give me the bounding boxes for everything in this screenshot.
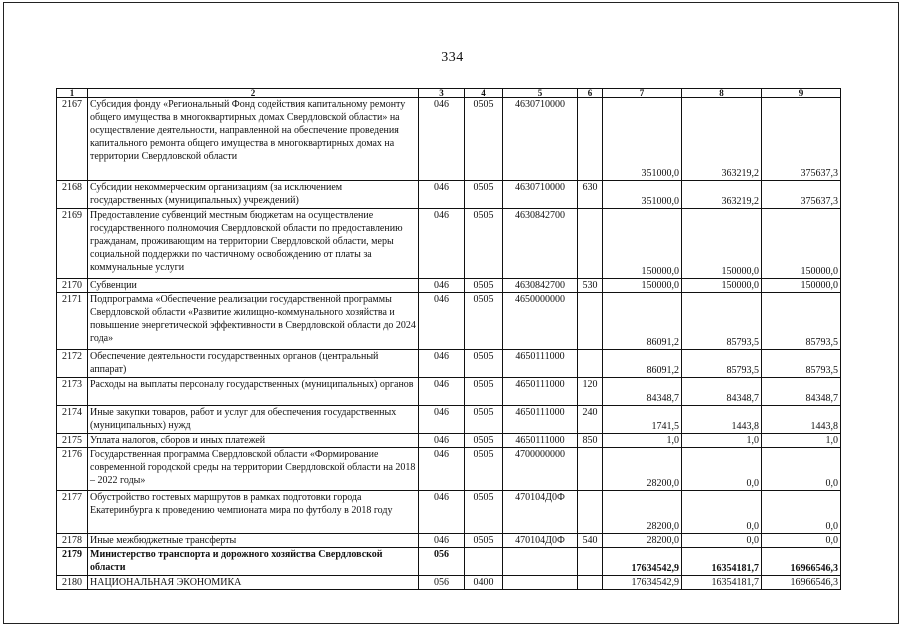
cell-ministry-code: 046 xyxy=(419,534,465,548)
cell-ministry-code: 046 xyxy=(419,181,465,209)
cell-section-code: 0505 xyxy=(465,534,503,548)
row-name: Министерство транспорта и дорожного хозяйства Свердловской области xyxy=(88,548,419,576)
cell-target-code: 4650111000 xyxy=(503,378,578,406)
cell-expense-type xyxy=(578,576,603,590)
row-number: 2174 xyxy=(57,406,88,434)
cell-amount-2021: 16966546,3 xyxy=(762,576,841,590)
cell-amount-2019: 150000,0 xyxy=(603,209,682,279)
cell-amount-2021: 150000,0 xyxy=(762,209,841,279)
row-number: 2169 xyxy=(57,209,88,279)
cell-ministry-code: 046 xyxy=(419,350,465,378)
row-name: Субсидия фонду «Региональный Фонд содействия капитальному ремонту общего имущества в многоквартирных домах Свердловской области» на осуществление деятельности, направленной на обеспечение проведения капитального ремонта общего имущества в многоквартирных домах на территории Свердловской области xyxy=(88,98,419,181)
cell-amount-2021: 84348,7 xyxy=(762,378,841,406)
row-number: 2168 xyxy=(57,181,88,209)
cell-section-code: 0505 xyxy=(465,378,503,406)
cell-section-code: 0505 xyxy=(465,350,503,378)
table-row xyxy=(57,406,841,434)
row-name: Подпрограмма «Обеспечение реализации государственной программы Свердловской области «Развитие жилищно-коммунального хозяйства и повышение энергетической эффективности в Свердловской области до 2024 года» xyxy=(88,293,419,350)
cell-target-code: 4630842700 xyxy=(503,209,578,279)
col-header: 2 xyxy=(88,89,419,98)
cell-amount-2020: 16354181,7 xyxy=(682,576,762,590)
row-number: 2171 xyxy=(57,293,88,350)
col-header: 5 xyxy=(503,89,578,98)
col-header: 3 xyxy=(419,89,465,98)
cell-expense-type xyxy=(578,293,603,350)
row-number: 2176 xyxy=(57,448,88,491)
row-name: Государственная программа Свердловской области «Формирование современной городской среды на территории Свердловской области на 2018 – 2022 годы» xyxy=(88,448,419,491)
cell-section-code: 0505 xyxy=(465,279,503,293)
row-name: Предоставление субвенций местным бюджетам на осуществление государственного полномочия Свердловской области по предоставлению гражданам, проживающим на территории Свердловской области, меры социальной поддержки по частичному освобождению от платы за коммунальные услуги xyxy=(88,209,419,279)
cell-target-code: 4650000000 xyxy=(503,293,578,350)
col-header: 8 xyxy=(682,89,762,98)
cell-target-code: 4700000000 xyxy=(503,448,578,491)
row-name: Иные закупки товаров, работ и услуг для обеспечения государственных (муниципальных) нужд xyxy=(88,406,419,434)
cell-target-code: 4650111000 xyxy=(503,434,578,448)
cell-expense-type: 850 xyxy=(578,434,603,448)
cell-expense-type: 530 xyxy=(578,279,603,293)
cell-amount-2019: 17634542,9 xyxy=(603,548,682,576)
cell-expense-type: 240 xyxy=(578,406,603,434)
cell-amount-2020: 363219,2 xyxy=(682,181,762,209)
cell-amount-2020: 0,0 xyxy=(682,534,762,548)
page-number: 334 xyxy=(441,50,464,65)
cell-section-code: 0505 xyxy=(465,209,503,279)
table-row xyxy=(57,576,841,590)
cell-ministry-code: 046 xyxy=(419,491,465,534)
cell-ministry-code: 046 xyxy=(419,293,465,350)
cell-amount-2020: 16354181,7 xyxy=(682,548,762,576)
table-row xyxy=(57,209,841,279)
cell-amount-2021: 0,0 xyxy=(762,491,841,534)
row-name: Обустройство гостевых маршрутов в рамках подготовки города Екатеринбурга к проведению чемпионата мира по футболу в 2018 году xyxy=(88,491,419,534)
cell-amount-2020: 150000,0 xyxy=(682,209,762,279)
cell-ministry-code: 046 xyxy=(419,209,465,279)
row-name: Иные межбюджетные трансферты xyxy=(88,534,419,548)
cell-amount-2019: 351000,0 xyxy=(603,98,682,181)
cell-section-code xyxy=(465,548,503,576)
cell-amount-2019: 28200,0 xyxy=(603,534,682,548)
row-number: 2175 xyxy=(57,434,88,448)
cell-amount-2020: 85793,5 xyxy=(682,350,762,378)
cell-section-code: 0505 xyxy=(465,406,503,434)
cell-amount-2021: 0,0 xyxy=(762,448,841,491)
cell-target-code: 4630842700 xyxy=(503,279,578,293)
cell-target-code: 470104Д0Ф xyxy=(503,534,578,548)
cell-amount-2021: 1,0 xyxy=(762,434,841,448)
col-header: 4 xyxy=(465,89,503,98)
col-header: 1 xyxy=(57,89,88,98)
cell-section-code: 0505 xyxy=(465,98,503,181)
table-row xyxy=(57,491,841,534)
cell-target-code xyxy=(503,548,578,576)
row-name: Уплата налогов, сборов и иных платежей xyxy=(88,434,419,448)
cell-ministry-code: 046 xyxy=(419,98,465,181)
cell-amount-2020: 363219,2 xyxy=(682,98,762,181)
row-name: НАЦИОНАЛЬНАЯ ЭКОНОМИКА xyxy=(88,576,419,590)
cell-amount-2019: 150000,0 xyxy=(603,279,682,293)
cell-expense-type xyxy=(578,448,603,491)
cell-amount-2019: 28200,0 xyxy=(603,491,682,534)
cell-ministry-code: 046 xyxy=(419,378,465,406)
table-row xyxy=(57,548,841,576)
cell-expense-type xyxy=(578,98,603,181)
table-row xyxy=(57,534,841,548)
cell-section-code: 0505 xyxy=(465,491,503,534)
cell-expense-type xyxy=(578,209,603,279)
row-number: 2177 xyxy=(57,491,88,534)
cell-amount-2021: 0,0 xyxy=(762,534,841,548)
cell-amount-2021: 85793,5 xyxy=(762,293,841,350)
cell-ministry-code: 046 xyxy=(419,434,465,448)
row-number: 2178 xyxy=(57,534,88,548)
cell-section-code: 0505 xyxy=(465,434,503,448)
cell-amount-2019: 1741,5 xyxy=(603,406,682,434)
col-header: 6 xyxy=(578,89,603,98)
cell-amount-2021: 1443,8 xyxy=(762,406,841,434)
cell-target-code: 4650111000 xyxy=(503,406,578,434)
cell-expense-type xyxy=(578,350,603,378)
cell-ministry-code: 046 xyxy=(419,279,465,293)
table-row xyxy=(57,378,841,406)
table-row xyxy=(57,181,841,209)
cell-ministry-code: 056 xyxy=(419,548,465,576)
row-number: 2172 xyxy=(57,350,88,378)
col-header: 9 xyxy=(762,89,841,98)
cell-expense-type: 630 xyxy=(578,181,603,209)
cell-amount-2019: 17634542,9 xyxy=(603,576,682,590)
cell-expense-type xyxy=(578,491,603,534)
cell-expense-type xyxy=(578,548,603,576)
cell-target-code xyxy=(503,576,578,590)
cell-amount-2020: 150000,0 xyxy=(682,279,762,293)
cell-amount-2019: 86091,2 xyxy=(603,350,682,378)
header-row xyxy=(57,89,841,98)
cell-amount-2020: 0,0 xyxy=(682,491,762,534)
cell-amount-2019: 28200,0 xyxy=(603,448,682,491)
row-number: 2173 xyxy=(57,378,88,406)
cell-amount-2021: 375637,3 xyxy=(762,98,841,181)
table-row xyxy=(57,98,841,181)
cell-amount-2019: 1,0 xyxy=(603,434,682,448)
cell-target-code: 470104Д0Ф xyxy=(503,491,578,534)
cell-target-code: 4630710000 xyxy=(503,98,578,181)
cell-ministry-code: 046 xyxy=(419,406,465,434)
cell-amount-2019: 351000,0 xyxy=(603,181,682,209)
cell-target-code: 4650111000 xyxy=(503,350,578,378)
cell-target-code: 4630710000 xyxy=(503,181,578,209)
cell-amount-2020: 85793,5 xyxy=(682,293,762,350)
table-row xyxy=(57,293,841,350)
cell-amount-2019: 86091,2 xyxy=(603,293,682,350)
cell-expense-type: 540 xyxy=(578,534,603,548)
cell-amount-2020: 0,0 xyxy=(682,448,762,491)
cell-amount-2021: 375637,3 xyxy=(762,181,841,209)
cell-expense-type: 120 xyxy=(578,378,603,406)
table-row xyxy=(57,279,841,293)
table-row xyxy=(57,434,841,448)
cell-section-code: 0400 xyxy=(465,576,503,590)
cell-section-code: 0505 xyxy=(465,448,503,491)
row-name: Субсидии некоммерческим организациям (за исключением государственных (муниципальных) учреждений) xyxy=(88,181,419,209)
col-header: 7 xyxy=(603,89,682,98)
cell-amount-2020: 1,0 xyxy=(682,434,762,448)
row-name: Субвенции xyxy=(88,279,419,293)
table-row xyxy=(57,448,841,491)
cell-section-code: 0505 xyxy=(465,293,503,350)
cell-ministry-code: 056 xyxy=(419,576,465,590)
cell-amount-2019: 84348,7 xyxy=(603,378,682,406)
row-number: 2179 xyxy=(57,548,88,576)
row-name: Обеспечение деятельности государственных органов (центральный аппарат) xyxy=(88,350,419,378)
cell-amount-2021: 150000,0 xyxy=(762,279,841,293)
cell-amount-2020: 84348,7 xyxy=(682,378,762,406)
cell-ministry-code: 046 xyxy=(419,448,465,491)
cell-amount-2020: 1443,8 xyxy=(682,406,762,434)
cell-amount-2021: 85793,5 xyxy=(762,350,841,378)
row-name: Расходы на выплаты персоналу государственных (муниципальных) органов xyxy=(88,378,419,406)
budget-table xyxy=(56,88,841,590)
row-number: 2170 xyxy=(57,279,88,293)
row-number: 2167 xyxy=(57,98,88,181)
row-number: 2180 xyxy=(57,576,88,590)
table-row xyxy=(57,350,841,378)
cell-amount-2021: 16966546,3 xyxy=(762,548,841,576)
table-body xyxy=(57,98,841,590)
cell-section-code: 0505 xyxy=(465,181,503,209)
